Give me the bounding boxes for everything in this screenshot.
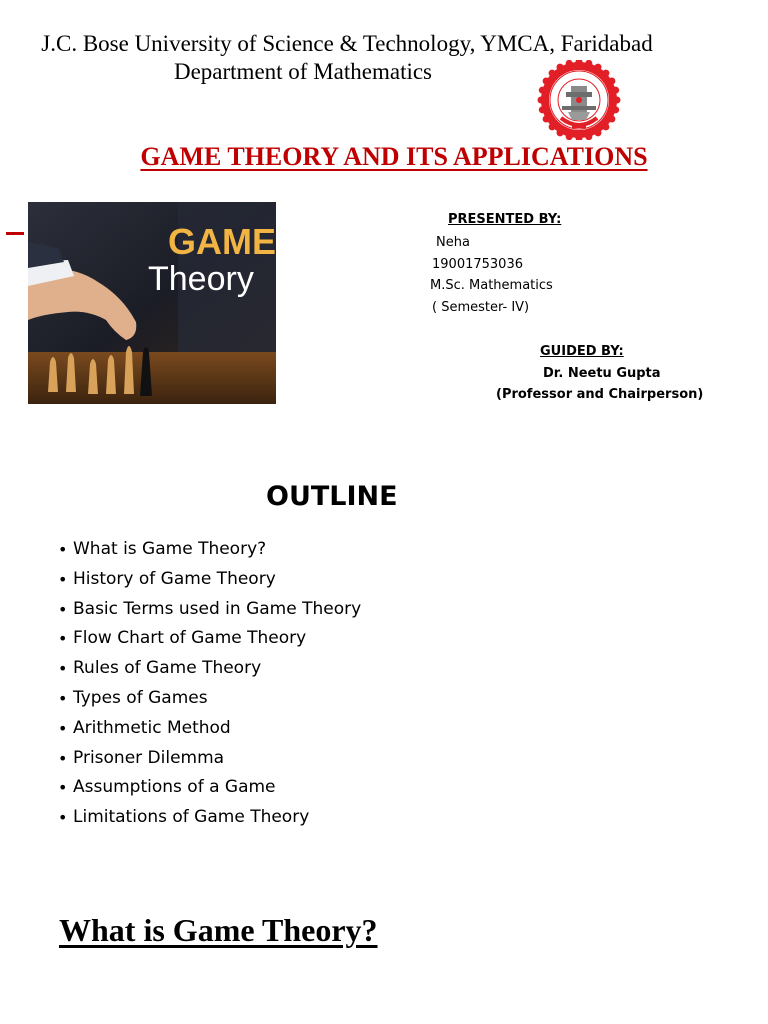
presenter-course: M.Sc. Mathematics xyxy=(430,278,553,293)
outline-item: • Assumptions of a Game xyxy=(58,773,361,803)
guide-name: Dr. Neetu Gupta xyxy=(543,366,661,381)
university-name: J.C. Bose University of Science & Technology, YMCA, Faridabad xyxy=(41,31,653,56)
outline-item: • Flow Chart of Game Theory xyxy=(58,624,361,654)
outline-item: • Prisoner Dilemma xyxy=(58,744,361,774)
presented-by-heading: PRESENTED BY: xyxy=(448,212,562,227)
outline-item: • Rules of Game Theory xyxy=(58,654,361,684)
presenter-roll-number: 19001753036 xyxy=(432,257,523,272)
presenter-semester: ( Semester- IV) xyxy=(432,300,530,315)
guide-role: (Professor and Chairperson) xyxy=(496,387,704,402)
game-word: GAME xyxy=(168,221,276,262)
guided-by-heading: GUIDED BY: xyxy=(540,344,624,359)
outline-item: • History of Game Theory xyxy=(58,565,361,595)
outline-item: • Types of Games xyxy=(58,684,361,714)
outline-item: • What is Game Theory? xyxy=(58,535,361,565)
section-heading: What is Game Theory? xyxy=(59,912,378,948)
university-seal-icon xyxy=(528,60,630,140)
outline-list xyxy=(58,535,361,833)
theory-word: Theory xyxy=(148,260,254,298)
chess-hand-image xyxy=(28,202,276,404)
outline-heading: OUTLINE xyxy=(266,481,398,512)
presenter-name: Neha xyxy=(436,235,470,250)
outline-item: • Limitations of Game Theory xyxy=(58,803,361,833)
outline-item: • Arithmetic Method xyxy=(58,714,361,744)
presentation-title: GAME THEORY AND ITS APPLICATIONS xyxy=(140,142,648,171)
outline-item: • Basic Terms used in Game Theory xyxy=(58,595,361,625)
title-accent-dash xyxy=(6,232,24,235)
department-name: Department of Mathematics xyxy=(173,59,433,84)
